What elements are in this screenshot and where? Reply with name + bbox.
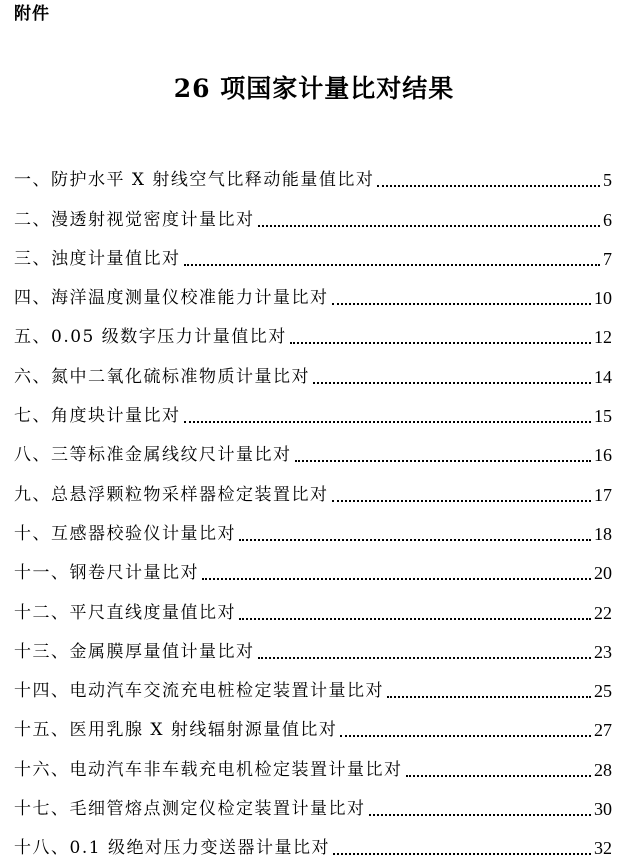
toc-entry-page: 20 bbox=[594, 563, 612, 584]
toc-entry-label: 十二、平尺直线度量值比对 bbox=[14, 602, 236, 623]
dot-leader bbox=[290, 342, 591, 344]
table-of-contents bbox=[14, 155, 612, 862]
toc-entry[interactable] bbox=[14, 744, 612, 783]
toc-entry-label: 十三、金属膜厚量值计量比对 bbox=[14, 641, 255, 662]
toc-entry-page: 16 bbox=[594, 445, 612, 466]
toc-entry[interactable] bbox=[14, 627, 612, 666]
toc-entry-label: 五、0.05 级数字压力计量值比对 bbox=[14, 327, 287, 348]
toc-entry-label: 一、防护水平 X 射线空气比释动能量值比对 bbox=[14, 170, 375, 191]
toc-entry-page: 22 bbox=[594, 602, 612, 623]
toc-entry-label: 八、三等标准金属线纹尺计量比对 bbox=[14, 445, 292, 466]
toc-entry-page: 6 bbox=[603, 209, 612, 230]
toc-entry[interactable] bbox=[14, 194, 612, 233]
toc-entry-page: 15 bbox=[594, 406, 612, 427]
toc-entry-page: 30 bbox=[594, 799, 612, 820]
dot-leader bbox=[332, 500, 592, 502]
toc-entry-page: 14 bbox=[594, 366, 612, 387]
toc-entry-page: 7 bbox=[603, 248, 612, 269]
dot-leader bbox=[239, 539, 591, 541]
toc-entry[interactable] bbox=[14, 823, 612, 862]
toc-entry-label: 三、浊度计量值比对 bbox=[14, 248, 181, 269]
toc-entry[interactable] bbox=[14, 509, 612, 548]
dot-leader bbox=[239, 618, 591, 620]
toc-entry-page: 17 bbox=[594, 484, 612, 505]
dot-leader bbox=[184, 264, 601, 266]
toc-entry[interactable] bbox=[14, 666, 612, 705]
dot-leader bbox=[406, 775, 592, 777]
dot-leader bbox=[258, 657, 592, 659]
toc-entry-label: 十七、毛细管熔点测定仪检定装置计量比对 bbox=[14, 799, 366, 820]
toc-entry-label: 十八、0.1 级绝对压力变送器计量比对 bbox=[14, 838, 330, 859]
toc-entry-page: 28 bbox=[594, 759, 612, 780]
document-title: 26 项国家计量比对结果 bbox=[173, 74, 455, 103]
toc-entry-label: 十五、医用乳腺 X 射线辐射源量值比对 bbox=[14, 720, 338, 741]
toc-entry-page: 18 bbox=[594, 523, 612, 544]
toc-entry[interactable] bbox=[14, 705, 612, 744]
dot-leader bbox=[333, 853, 591, 855]
toc-entry-label: 十四、电动汽车交流充电桩检定装置计量比对 bbox=[14, 681, 384, 702]
toc-entry-label: 十一、钢卷尺计量比对 bbox=[14, 563, 199, 584]
toc-entry[interactable] bbox=[14, 273, 612, 312]
toc-entry-label: 十六、电动汽车非车载充电机检定装置计量比对 bbox=[14, 759, 403, 780]
toc-entry-page: 32 bbox=[594, 838, 612, 859]
toc-entry[interactable] bbox=[14, 430, 612, 469]
dot-leader bbox=[184, 421, 592, 423]
toc-entry[interactable] bbox=[14, 391, 612, 430]
toc-entry-page: 10 bbox=[594, 288, 612, 309]
toc-entry-page: 25 bbox=[594, 681, 612, 702]
toc-entry-label: 七、角度块计量比对 bbox=[14, 406, 181, 427]
toc-entry[interactable] bbox=[14, 469, 612, 508]
toc-entry-label: 四、海洋温度测量仪校准能力计量比对 bbox=[14, 288, 329, 309]
toc-entry[interactable] bbox=[14, 587, 612, 626]
toc-entry[interactable] bbox=[14, 234, 612, 273]
dot-leader bbox=[258, 225, 601, 227]
toc-entry-page: 27 bbox=[594, 720, 612, 741]
toc-entry-page: 12 bbox=[594, 327, 612, 348]
toc-entry[interactable] bbox=[14, 351, 612, 390]
attachment-label: 附件 bbox=[14, 4, 50, 24]
dot-leader bbox=[340, 735, 591, 737]
dot-leader bbox=[387, 696, 591, 698]
dot-leader bbox=[295, 460, 592, 462]
dot-leader bbox=[313, 382, 591, 384]
dot-leader bbox=[369, 814, 592, 816]
dot-leader bbox=[202, 578, 591, 580]
toc-entry[interactable] bbox=[14, 548, 612, 587]
toc-entry-label: 二、漫透射视觉密度计量比对 bbox=[14, 209, 255, 230]
toc-entry-label: 六、氮中二氧化硫标准物质计量比对 bbox=[14, 366, 310, 387]
toc-entry-page: 5 bbox=[603, 170, 612, 191]
toc-entry-page: 23 bbox=[594, 641, 612, 662]
toc-entry[interactable] bbox=[14, 312, 612, 351]
toc-entry-label: 九、总悬浮颗粒物采样器检定装置比对 bbox=[14, 484, 329, 505]
dot-leader bbox=[332, 303, 592, 305]
toc-entry[interactable] bbox=[14, 155, 612, 194]
toc-entry-label: 十、互感器校验仪计量比对 bbox=[14, 523, 236, 544]
toc-entry[interactable] bbox=[14, 784, 612, 823]
dot-leader bbox=[377, 185, 600, 187]
